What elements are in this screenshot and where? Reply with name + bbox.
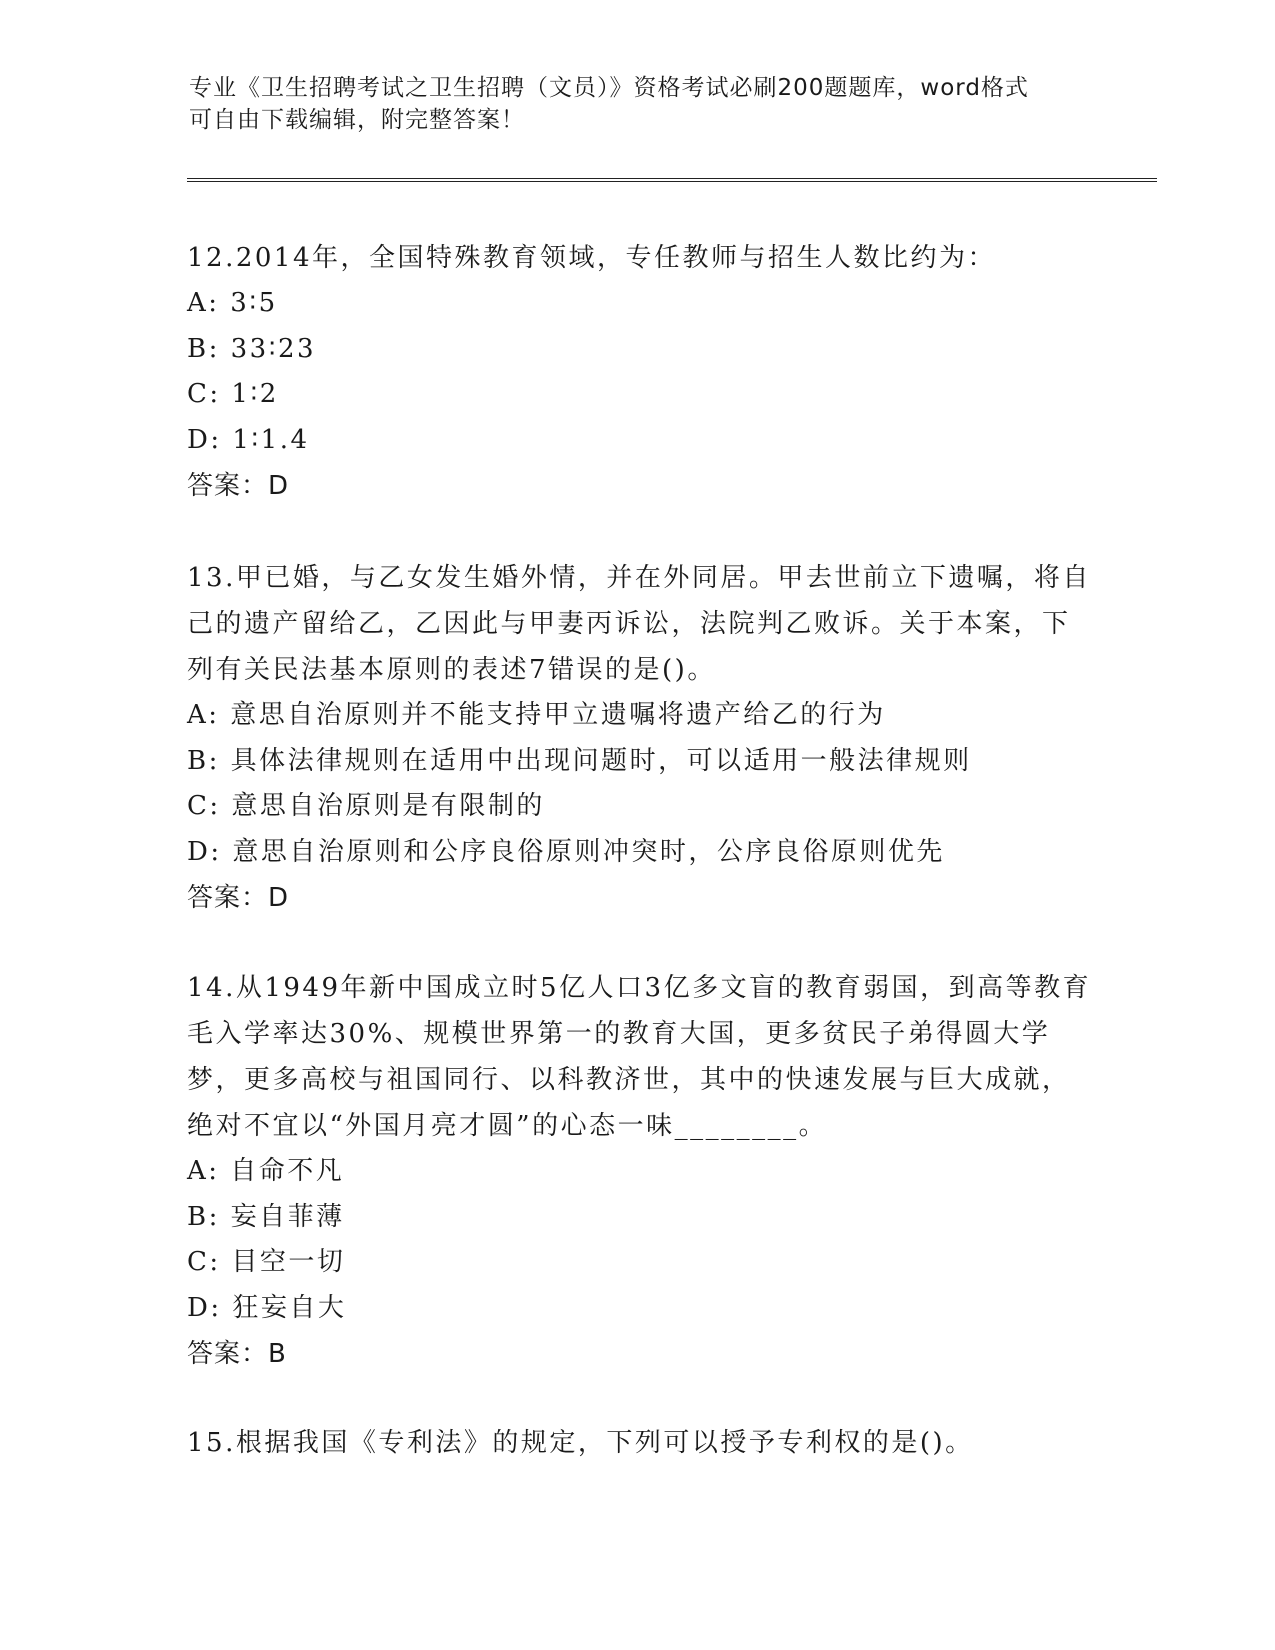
question-text: 13.甲已婚，与乙女发生婚外情，并在外同居。甲去世前立下遗嘱，将自己的遗产留给乙，乙因此与甲妻丙诉讼，法院判乙败诉。关于本案，下列有关民法基本原则的表述7错误的是()。 <box>187 563 1091 685</box>
header-divider <box>187 178 1157 182</box>
option-c: C: 1∶2 <box>187 379 279 409</box>
question-13 <box>187 555 1097 921</box>
option-b: B: 33∶23 <box>187 333 317 364</box>
header-line-2: 可自由下载编辑，附完整答案！ <box>189 107 525 133</box>
question-text: 15.根据我国《专利法》的规定，下列可以授予专利权的是()。 <box>187 1428 974 1458</box>
question-15 <box>187 1420 1097 1466</box>
question-12 <box>187 235 1097 509</box>
option-b: B: 具体法律规则在适用中出现问题时，可以适用一般法律规则 <box>187 745 972 776</box>
question-14 <box>187 965 1097 1377</box>
option-d: D: 狂妄自大 <box>187 1292 347 1323</box>
option-a: A: 自命不凡 <box>187 1156 345 1186</box>
option-b: B: 妄自菲薄 <box>187 1201 345 1232</box>
option-a: A: 意思自治原则并不能支持甲立遗嘱将遗产给乙的行为 <box>187 700 886 730</box>
answer-label: 答案：D <box>187 471 290 501</box>
option-a: A: 3∶5 <box>187 288 278 318</box>
question-text: 14.从1949年新中国成立时5亿人口3亿多文盲的教育弱国，到高等教育毛入学率达30%、规模世界第一的教育大国，更多贫民子弟得圆大学梦，更多高校与祖国同行、以科教济世，其中的快速发展与巨大成就，绝对不宜以“外国月亮才圆”的心态一味________。 <box>187 973 1092 1141</box>
header-line-1: 专业《卫生招聘考试之卫生招聘（文员）》资格考试必刷200题题库，word格式 <box>189 75 1029 101</box>
option-d: D: 意思自治原则和公序良俗原则冲突时，公序良俗原则优先 <box>187 836 945 867</box>
question-text: 12.2014年，全国特殊教育领域，专任教师与招生人数比约为： <box>187 243 997 273</box>
document-header <box>189 72 1089 136</box>
option-c: C: 目空一切 <box>187 1247 346 1277</box>
answer-label: 答案：D <box>187 883 290 913</box>
option-d: D: 1∶1.4 <box>187 424 310 455</box>
option-c: C: 意思自治原则是有限制的 <box>187 791 545 821</box>
answer-label: 答案：B <box>187 1339 287 1369</box>
